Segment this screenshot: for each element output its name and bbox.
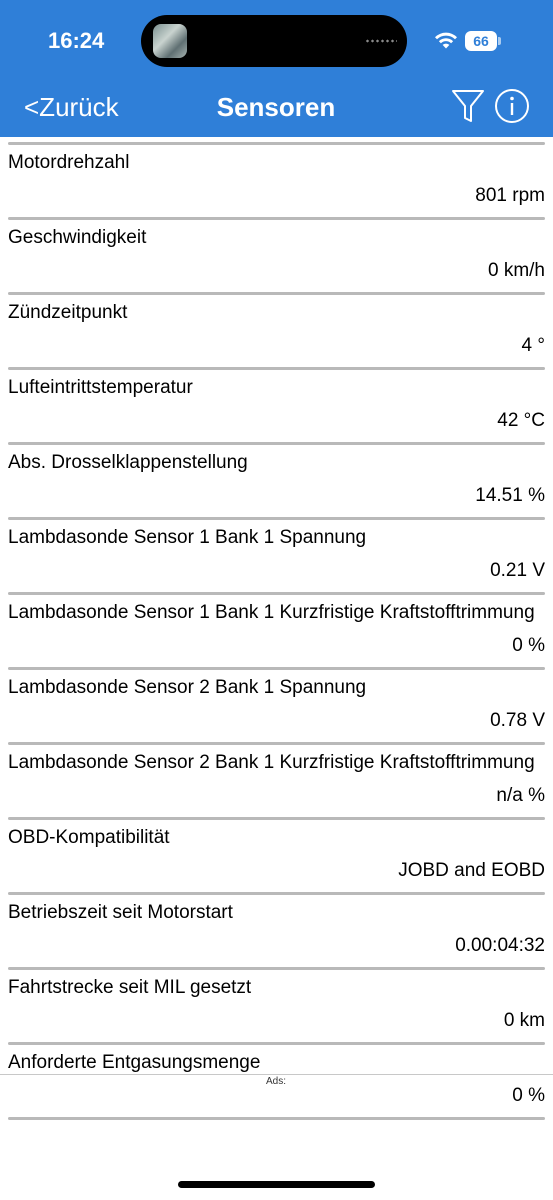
row-separator <box>8 1117 545 1120</box>
battery-nub <box>498 37 501 45</box>
sensor-label: Lambdasonde Sensor 2 Bank 1 Spannung <box>8 677 367 698</box>
sensor-label: OBD-Kompatibilität <box>8 827 170 848</box>
sensor-row[interactable] <box>0 295 553 367</box>
sensor-value: 0 km/h <box>487 260 545 281</box>
sensor-value: n/a % <box>496 785 545 806</box>
sensor-row[interactable] <box>0 745 553 817</box>
sensor-label: Lufteintrittstemperatur <box>8 377 193 398</box>
sensor-value: 4 ° <box>521 335 545 356</box>
sensor-value: 14.51 % <box>475 485 545 506</box>
dynamic-island <box>141 15 407 67</box>
sensor-row[interactable] <box>0 970 553 1042</box>
sensor-row[interactable] <box>0 895 553 967</box>
sensor-label: Lambdasonde Sensor 1 Bank 1 Spannung <box>8 527 367 548</box>
sensor-value: 801 rpm <box>475 185 545 206</box>
live-activity-thumbnail <box>153 24 187 58</box>
sensor-value: 0 % <box>512 1085 545 1106</box>
sensor-value: JOBD and EOBD <box>398 860 545 881</box>
sensor-row[interactable] <box>0 520 553 592</box>
sensor-value: 0.00:04:32 <box>455 935 545 956</box>
sensor-label: Zündzeitpunkt <box>8 302 128 323</box>
sensor-value: 42 °C <box>497 410 545 431</box>
sensor-row[interactable] <box>0 670 553 742</box>
home-indicator[interactable] <box>178 1181 375 1188</box>
info-icon[interactable] <box>494 88 530 124</box>
navigation-bar <box>0 0 553 137</box>
sensor-label: Lambdasonde Sensor 2 Bank 1 Kurzfristige Kraftstofftrimmung <box>8 752 535 773</box>
sensor-label: Motordrehzahl <box>8 152 130 173</box>
sensor-row[interactable] <box>0 595 553 667</box>
sensor-row[interactable] <box>0 145 553 217</box>
page-title: Sensoren <box>216 92 336 122</box>
sensor-label: Anforderte Entgasungsmenge <box>8 1052 261 1073</box>
sensor-row[interactable] <box>0 220 553 292</box>
sensor-row[interactable] <box>0 370 553 442</box>
sensor-value: 0.21 V <box>490 560 545 581</box>
sensor-label: Betriebszeit seit Motorstart <box>8 902 233 923</box>
ads-label: Ads: <box>265 1076 286 1087</box>
sensor-label: Abs. Drosselklappenstellung <box>8 452 248 473</box>
sensor-row[interactable] <box>0 445 553 517</box>
sensor-label: Geschwindigkeit <box>8 227 147 248</box>
wifi-icon <box>433 30 459 50</box>
island-dots-icon <box>365 39 397 43</box>
battery-indicator: 66 <box>465 31 497 51</box>
sensor-value: 0.78 V <box>490 710 545 731</box>
sensor-value: 0 km <box>503 1010 545 1031</box>
sensor-row[interactable] <box>0 820 553 892</box>
filter-icon[interactable] <box>450 88 486 124</box>
ads-divider <box>0 1074 553 1075</box>
sensor-value: 0 % <box>512 635 545 656</box>
sensor-label: Fahrtstrecke seit MIL gesetzt <box>8 977 252 998</box>
back-button[interactable]: <Zurück <box>24 92 119 122</box>
status-time: 16:24 <box>48 28 105 53</box>
sensor-label: Lambdasonde Sensor 1 Bank 1 Kurzfristige Kraftstofftrimmung <box>8 602 535 623</box>
